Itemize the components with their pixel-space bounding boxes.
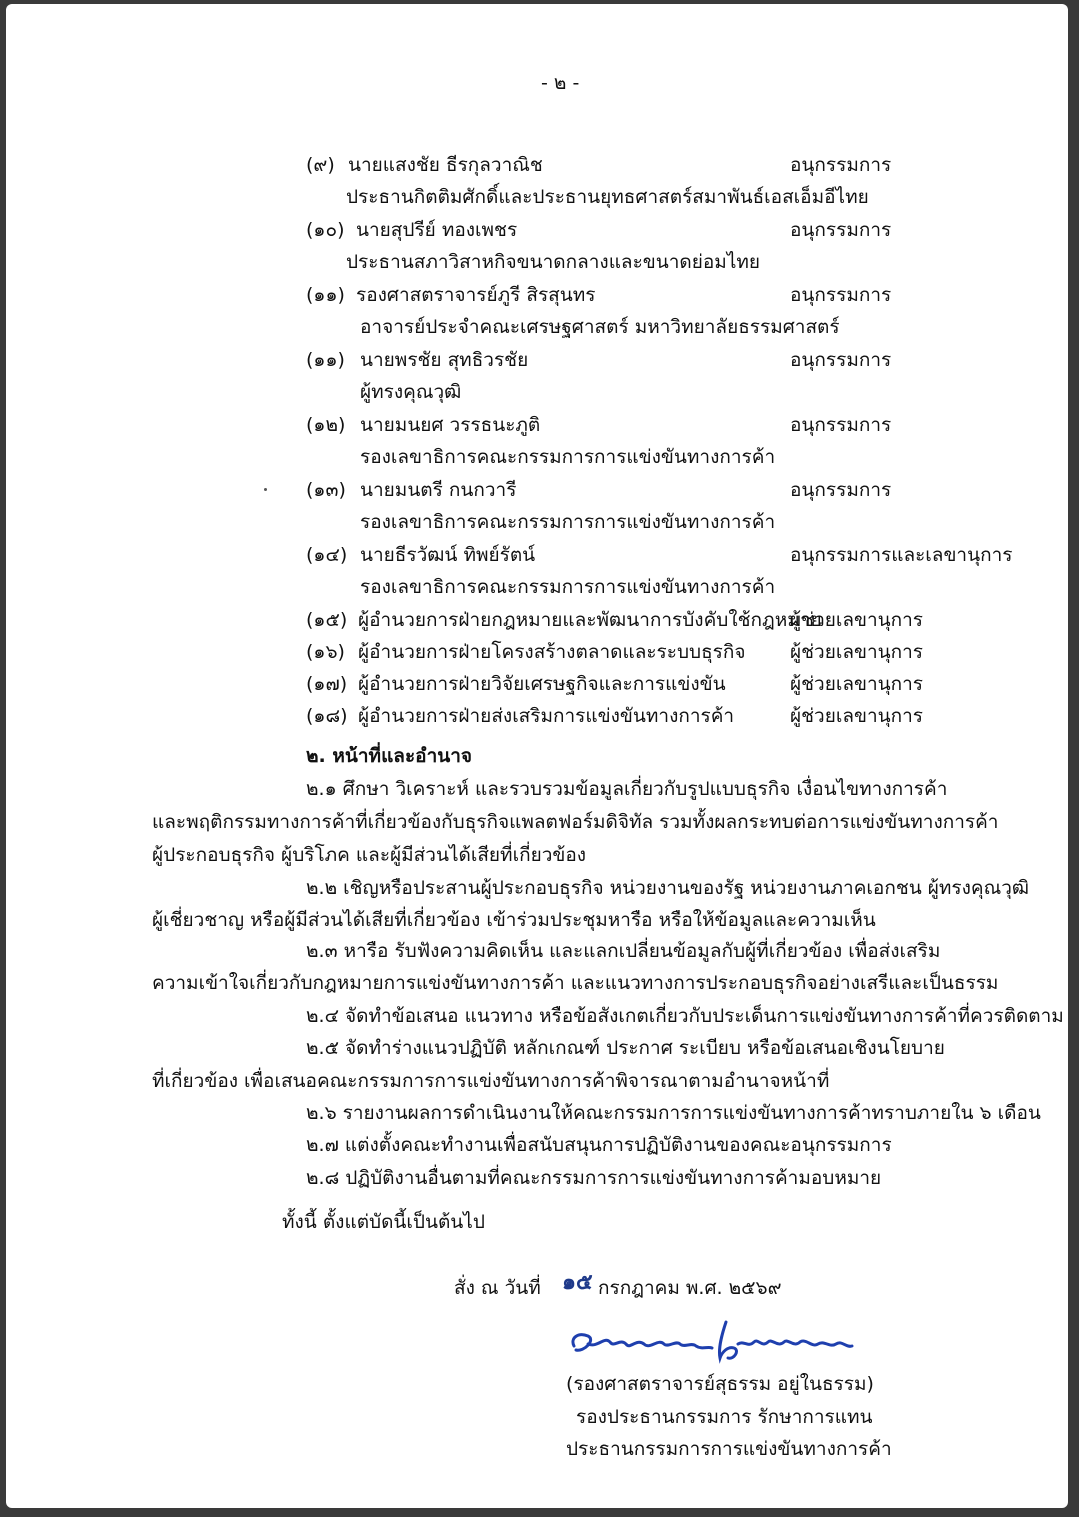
duty-line: ๒.๑ ศึกษา วิเคราะห์ และรวบรวมข้อมูลเกี่ยวกับรูปแบบธุรกิจ เงื่อนไขทางการค้า	[306, 778, 948, 800]
member-role: อนุกรรมการและเลขานุการ	[790, 544, 1013, 566]
document-page	[6, 4, 1068, 1508]
assistant-role: ผู้ช่วยเลขานุการ	[790, 705, 923, 727]
member-name: นายสุปรีย์ ทองเพชร	[356, 219, 518, 241]
assistant-role: ผู้ช่วยเลขานุการ	[790, 609, 923, 631]
signer-name: (รองศาสตราจารย์สุธรรม อยู่ในธรรม)	[566, 1373, 874, 1395]
signature	[568, 1318, 858, 1368]
duty-line: ๒.๔ จัดทำข้อเสนอ แนวทาง หรือข้อสังเกตเกี่ยวกับประเด็นการแข่งขันทางการค้าที่ควรติดตาม	[306, 1005, 1064, 1027]
member-role: อนุกรรมการ	[790, 154, 892, 176]
duty-line: ผู้เชี่ยวชาญ หรือผู้มีส่วนได้เสียที่เกี่ยวข้อง เข้าร่วมประชุมหารือ หรือให้ข้อมูลและความเห็น	[152, 909, 876, 931]
assistant-role: ผู้ช่วยเลขานุการ	[790, 641, 923, 663]
assistant-name: ผู้อำนวยการฝ่ายวิจัยเศรษฐกิจและการแข่งขัน	[358, 673, 726, 695]
assistant-number: (๑๕)	[306, 609, 348, 631]
order-date-day: ๑๕	[562, 1270, 593, 1295]
assistant-number: (๑๗)	[306, 673, 348, 695]
effective-clause: ทั้งนี้ ตั้งแต่บัดนี้เป็นต้นไป	[282, 1211, 485, 1233]
page-number: - ๒ -	[541, 72, 580, 94]
member-title: ผู้ทรงคุณวุฒิ	[360, 381, 462, 403]
assistant-name: ผู้อำนวยการฝ่ายส่งเสริมการแข่งขันทางการค้า	[358, 705, 735, 727]
member-number: (๑๐)	[306, 219, 345, 241]
member-name: นายพรชัย สุทธิวรชัย	[360, 349, 529, 371]
duty-line: ที่เกี่ยวข้อง เพื่อเสนอคณะกรรมการการแข่งขันทางการค้าพิจารณาตามอำนาจหน้าที่	[152, 1070, 830, 1092]
member-name: นายแสงชัย ธีรกุลวาณิช	[348, 154, 543, 176]
member-role: อนุกรรมการ	[790, 219, 892, 241]
member-name: นายมนตรี กนกวารี	[360, 479, 517, 501]
duty-line: ๒.๓ หารือ รับฟังความคิดเห็น และแลกเปลี่ยนข้อมูลกับผู้ที่เกี่ยวข้อง เพื่อส่งเสริม	[306, 940, 941, 962]
member-role: อนุกรรมการ	[790, 284, 892, 306]
duty-line: ๒.๘ ปฏิบัติงานอื่นตามที่คณะกรรมการการแข่งขันทางการค้ามอบหมาย	[306, 1167, 882, 1189]
member-title: รองเลขาธิการคณะกรรมการการแข่งขันทางการค้า	[360, 511, 776, 533]
member-number: (๙)	[306, 154, 335, 176]
order-date-prefix: สั่ง ณ วันที่	[454, 1277, 541, 1299]
member-title: ประธานสภาวิสาหกิจขนาดกลางและขนาดย่อมไทย	[346, 251, 761, 273]
member-title: อาจารย์ประจำคณะเศรษฐศาสตร์ มหาวิทยาลัยธรรมศาสตร์	[360, 316, 840, 338]
assistant-name: ผู้อำนวยการฝ่ายกฎหมายและพัฒนาการบังคับใช้กฎหมาย	[358, 609, 822, 631]
member-name: รองศาสตราจารย์ภูรี สิรสุนทร	[356, 284, 596, 306]
member-role: อนุกรรมการ	[790, 479, 892, 501]
signer-position: ประธานกรรมการการแข่งขันทางการค้า	[566, 1438, 892, 1460]
assistant-number: (๑๖)	[306, 641, 345, 663]
assistant-role: ผู้ช่วยเลขานุการ	[790, 673, 923, 695]
assistant-number: (๑๘)	[306, 705, 348, 727]
duty-line: ๒.๒ เชิญหรือประสานผู้ประกอบธุรกิจ หน่วยงานของรัฐ หน่วยงานภาคเอกชน ผู้ทรงคุณวุฒิ	[306, 877, 1030, 899]
scan-speck	[264, 488, 267, 491]
member-role: อนุกรรมการ	[790, 414, 892, 436]
duty-line: ๒.๗ แต่งตั้งคณะทำงานเพื่อสนับสนุนการปฏิบัติงานของคณะอนุกรรมการ	[306, 1134, 892, 1156]
signer-position: รองประธานกรรมการ รักษาการแทน	[576, 1406, 873, 1428]
duty-line: และพฤติกรรมทางการค้าที่เกี่ยวข้องกับธุรกิจแพลตฟอร์มดิจิทัล รวมทั้งผลกระทบต่อการแข่งขันทางการค้า	[152, 811, 999, 833]
order-date-month-year: กรกฎาคม พ.ศ. ๒๕๖๙	[598, 1277, 782, 1299]
duty-line: ๒.๕ จัดทำร่างแนวปฏิบัติ หลักเกณฑ์ ประกาศ ระเบียบ หรือข้อเสนอเชิงนโยบาย	[306, 1037, 945, 1059]
member-role: อนุกรรมการ	[790, 349, 892, 371]
duty-line: ๒.๖ รายงานผลการดำเนินงานให้คณะกรรมการการแข่งขันทางการค้าทราบภายใน ๖ เดือน	[306, 1102, 1041, 1124]
member-number: (๑๑)	[306, 284, 345, 306]
member-name: นายธีรวัฒน์ ทิพย์รัตน์	[360, 544, 536, 566]
member-title: รองเลขาธิการคณะกรรมการการแข่งขันทางการค้า	[360, 576, 776, 598]
assistant-name: ผู้อำนวยการฝ่ายโครงสร้างตลาดและระบบธุรกิจ	[358, 641, 746, 663]
member-title: ประธานกิตติมศักดิ์และประธานยุทธศาสตร์สมาพันธ์เอสเอ็มอีไทย	[346, 186, 869, 208]
member-name: นายมนยศ วรรธนะภูติ	[360, 414, 541, 436]
member-number: (๑๒)	[306, 414, 346, 436]
member-number: (๑๓)	[306, 479, 346, 501]
member-number: (๑๑)	[306, 349, 345, 371]
member-title: รองเลขาธิการคณะกรรมการการแข่งขันทางการค้า	[360, 446, 776, 468]
member-number: (๑๔)	[306, 544, 348, 566]
section-heading: ๒. หน้าที่และอำนาจ	[306, 745, 473, 767]
duty-line: ผู้ประกอบธุรกิจ ผู้บริโภค และผู้มีส่วนได้เสียที่เกี่ยวข้อง	[152, 844, 587, 866]
duty-line: ความเข้าใจเกี่ยวกับกฎหมายการแข่งขันทางการค้า และแนวทางการประกอบธุรกิจอย่างเสรีและเป็นธรรม	[152, 972, 999, 994]
